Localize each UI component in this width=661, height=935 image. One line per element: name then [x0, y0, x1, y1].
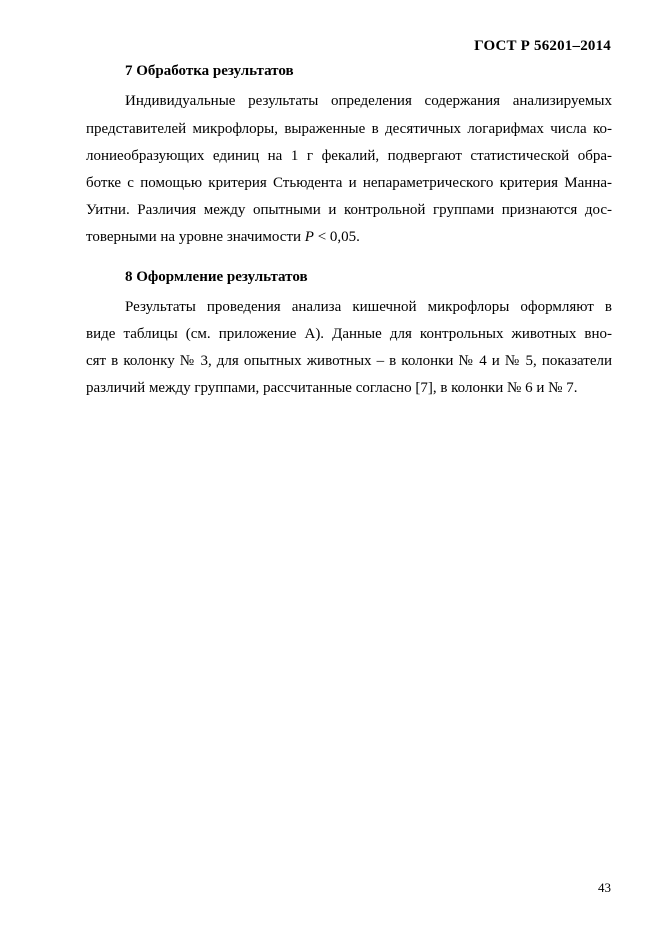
paragraph-line: лониеобразующих единиц на 1 г фекалий, подвергают статистической обра-: [86, 148, 612, 164]
paragraph-line-last: [86, 228, 612, 246]
paragraph-line-last: различий между группами, рассчитанные согласно [7], в колонки № 6 и № 7.: [86, 380, 578, 396]
section-heading-8: 8 Оформление результатов: [125, 269, 308, 285]
variable-p: P: [304, 229, 314, 245]
page-number: 43: [598, 880, 611, 895]
section-heading-7: 7 Обработка результатов: [125, 63, 294, 79]
header-standard-code: ГОСТ Р 56201–2014: [474, 38, 611, 54]
line-suffix: < 0,05.: [313, 229, 360, 245]
paragraph-line: представителей микрофлоры, выраженные в десятичных логарифмах числа ко-: [86, 121, 612, 137]
paragraph-line: Индивидуальные результаты определения содержания анализируемых: [125, 93, 612, 109]
paragraph-line: Результаты проведения анализа кишечной микрофлоры оформляют в: [125, 299, 612, 315]
paragraph-line: Уитни. Различия между опытными и контрольной группами признаются дос-: [86, 202, 612, 218]
paragraph-line: виде таблицы (см. приложение А). Данные для контрольных животных вно-: [86, 326, 612, 342]
paragraph-line: ботке с помощью критерия Стьюдента и непараметрического критерия Манна-: [86, 175, 612, 191]
paragraph-line: сят в колонку № 3, для опытных животных – в колонки № 4 и № 5, показатели: [86, 353, 612, 369]
line-prefix: товерными на уровне значимости: [86, 229, 305, 245]
